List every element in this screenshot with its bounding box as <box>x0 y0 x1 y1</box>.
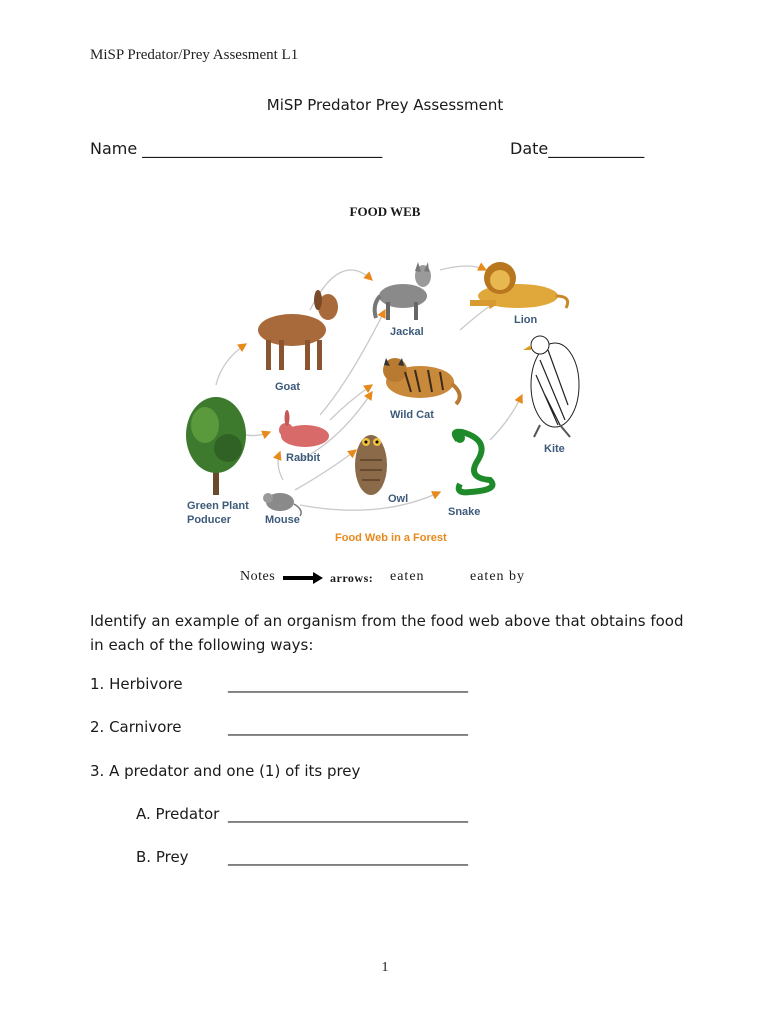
question-2-label: 2. Carnivore <box>90 718 182 736</box>
notes-arrows-text: arrows: <box>330 571 374 585</box>
wild-cat-illustration <box>383 358 460 404</box>
green-plant-illustration <box>186 397 246 495</box>
notes-label: Notes <box>240 569 276 584</box>
black-arrow-icon <box>283 572 323 584</box>
arrow-snake-kite <box>490 395 522 440</box>
question-3a-label: A. Predator <box>136 805 220 823</box>
instructions: Identify an example of an organism from the food web above that obtains food in each of the following ways: <box>90 612 684 654</box>
question-3b-answer-line[interactable]: ________________________________ <box>228 848 468 866</box>
goat-illustration <box>258 290 338 370</box>
label-producer: Poducer <box>187 514 232 526</box>
question-3b-label: B. Prey <box>136 848 189 866</box>
label-snake: Snake <box>448 506 481 518</box>
label-jackal: Jackal <box>390 326 424 338</box>
label-kite: Kite <box>544 443 565 455</box>
page-number: 1 <box>381 960 389 975</box>
owl-illustration <box>355 435 387 495</box>
arrow-jackal-lion <box>440 266 486 270</box>
question-3a-answer-line[interactable]: ________________________________ <box>228 805 468 823</box>
food-web-caption: Food Web in a Forest <box>335 532 447 544</box>
arrow-wildcat-lion <box>460 306 491 330</box>
name-field[interactable]: Name ______________________________ <box>90 139 383 158</box>
label-lion: Lion <box>514 314 538 326</box>
rabbit-illustration <box>279 410 329 447</box>
label-rabbit: Rabbit <box>286 452 321 464</box>
question-2-answer-line[interactable]: ________________________________ <box>228 718 468 736</box>
mouse-illustration <box>263 493 301 516</box>
question-3-label: 3. A predator and one (1) of its prey <box>90 762 361 780</box>
page-title: MiSP Predator Prey Assessment <box>266 96 504 114</box>
arrow-rabbit-wildcat <box>330 385 372 420</box>
question-1-label: 1. Herbivore <box>90 675 183 693</box>
date-field[interactable]: Date____________ <box>510 139 645 158</box>
notes-eaten-by: eaten by <box>470 569 526 584</box>
kite-illustration <box>523 336 579 437</box>
question-1-answer-line[interactable]: ________________________________ <box>228 675 468 693</box>
label-mouse: Mouse <box>265 514 300 526</box>
jackal-illustration <box>375 262 431 320</box>
snake-illustration <box>455 432 493 493</box>
label-owl: Owl <box>388 493 409 505</box>
notes-eaten: eaten <box>390 569 425 584</box>
label-green-plant: Green Plant <box>187 500 249 512</box>
arrow-plant-goat <box>216 344 246 385</box>
running-header: MiSP Predator/Prey Assesment L1 <box>90 47 299 63</box>
food-web-heading: FOOD WEB <box>349 204 421 219</box>
arrow-mouse-rabbit-up <box>278 452 283 480</box>
label-wild-cat: Wild Cat <box>390 409 434 421</box>
label-goat: Goat <box>275 381 301 393</box>
